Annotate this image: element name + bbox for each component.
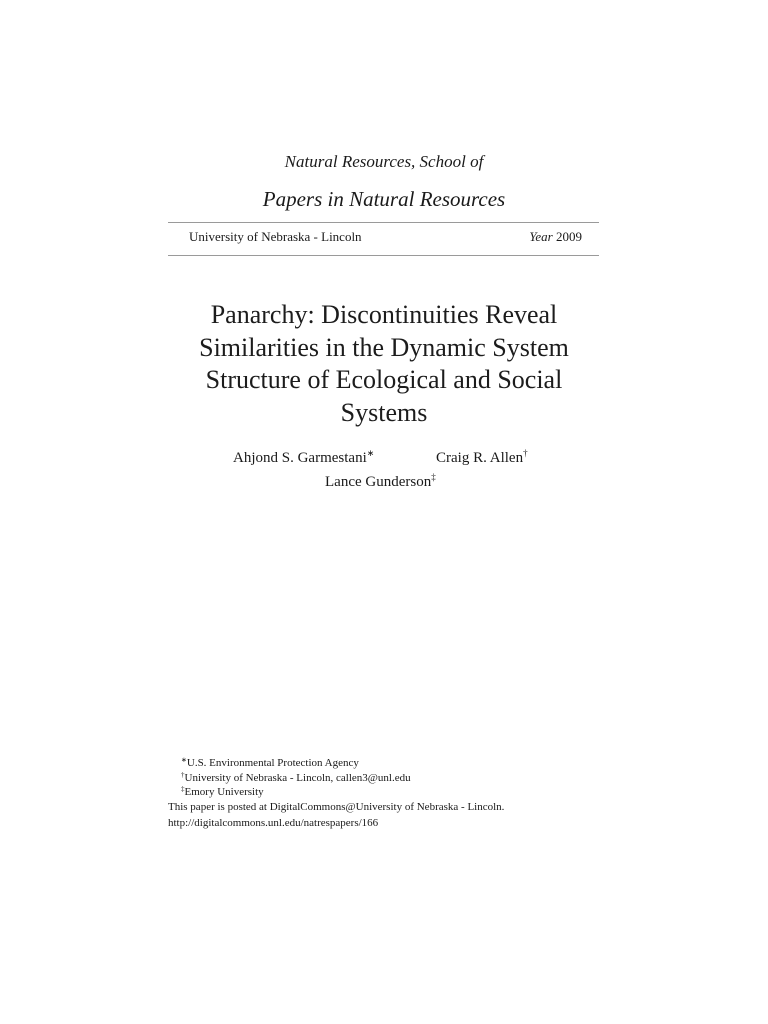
- author-footnote-mark: ‡: [431, 472, 436, 482]
- year-block: [529, 228, 582, 246]
- author-footnote-mark: ∗: [366, 448, 375, 458]
- footnote-text: University of Nebraska - Lincoln, callen3@unl.edu: [184, 771, 411, 784]
- institution-name: University of Nebraska - Lincoln: [189, 229, 362, 244]
- header-rule-top: [168, 222, 599, 223]
- footnote-affiliation: [168, 771, 608, 786]
- header-rule-bottom: [168, 255, 599, 256]
- footnote-text: U.S. Environmental Protection Agency: [186, 757, 359, 769]
- department-name: Natural Resources, School of: [284, 152, 484, 171]
- footnote-mark: ∗: [181, 756, 187, 764]
- author-allen: [436, 448, 528, 468]
- author-name: Lance Gunderson: [325, 474, 432, 490]
- footnote-affiliation: [168, 756, 608, 771]
- year-label: Year: [529, 229, 553, 244]
- author-garmestani: [233, 448, 374, 468]
- footnote-mark: ‡: [181, 785, 185, 793]
- footnote-affiliation: [168, 785, 608, 800]
- footnote-mark: †: [181, 770, 185, 779]
- posting-statement: This paper is posted at DigitalCommons@University of Nebraska - Lincoln.: [168, 800, 505, 813]
- author-footnote-mark: †: [523, 448, 528, 458]
- paper-url-link[interactable]: http://digitalcommons.unl.edu/natrespapers/166: [168, 817, 379, 829]
- paper-title: Panarchy: Discontinuities Reveal Similarities in the Dynamic System Structure of Ecological and Social Systems: [199, 300, 569, 427]
- author-name: Craig R. Allen: [436, 450, 524, 466]
- footnotes: [168, 756, 608, 831]
- author-gunderson: [325, 472, 436, 492]
- author-name: Ahjond S. Garmestani: [233, 450, 367, 466]
- series-title: Papers in Natural Resources: [262, 187, 506, 211]
- year-value: 2009: [556, 229, 582, 244]
- footnote-text: Emory University: [184, 786, 264, 798]
